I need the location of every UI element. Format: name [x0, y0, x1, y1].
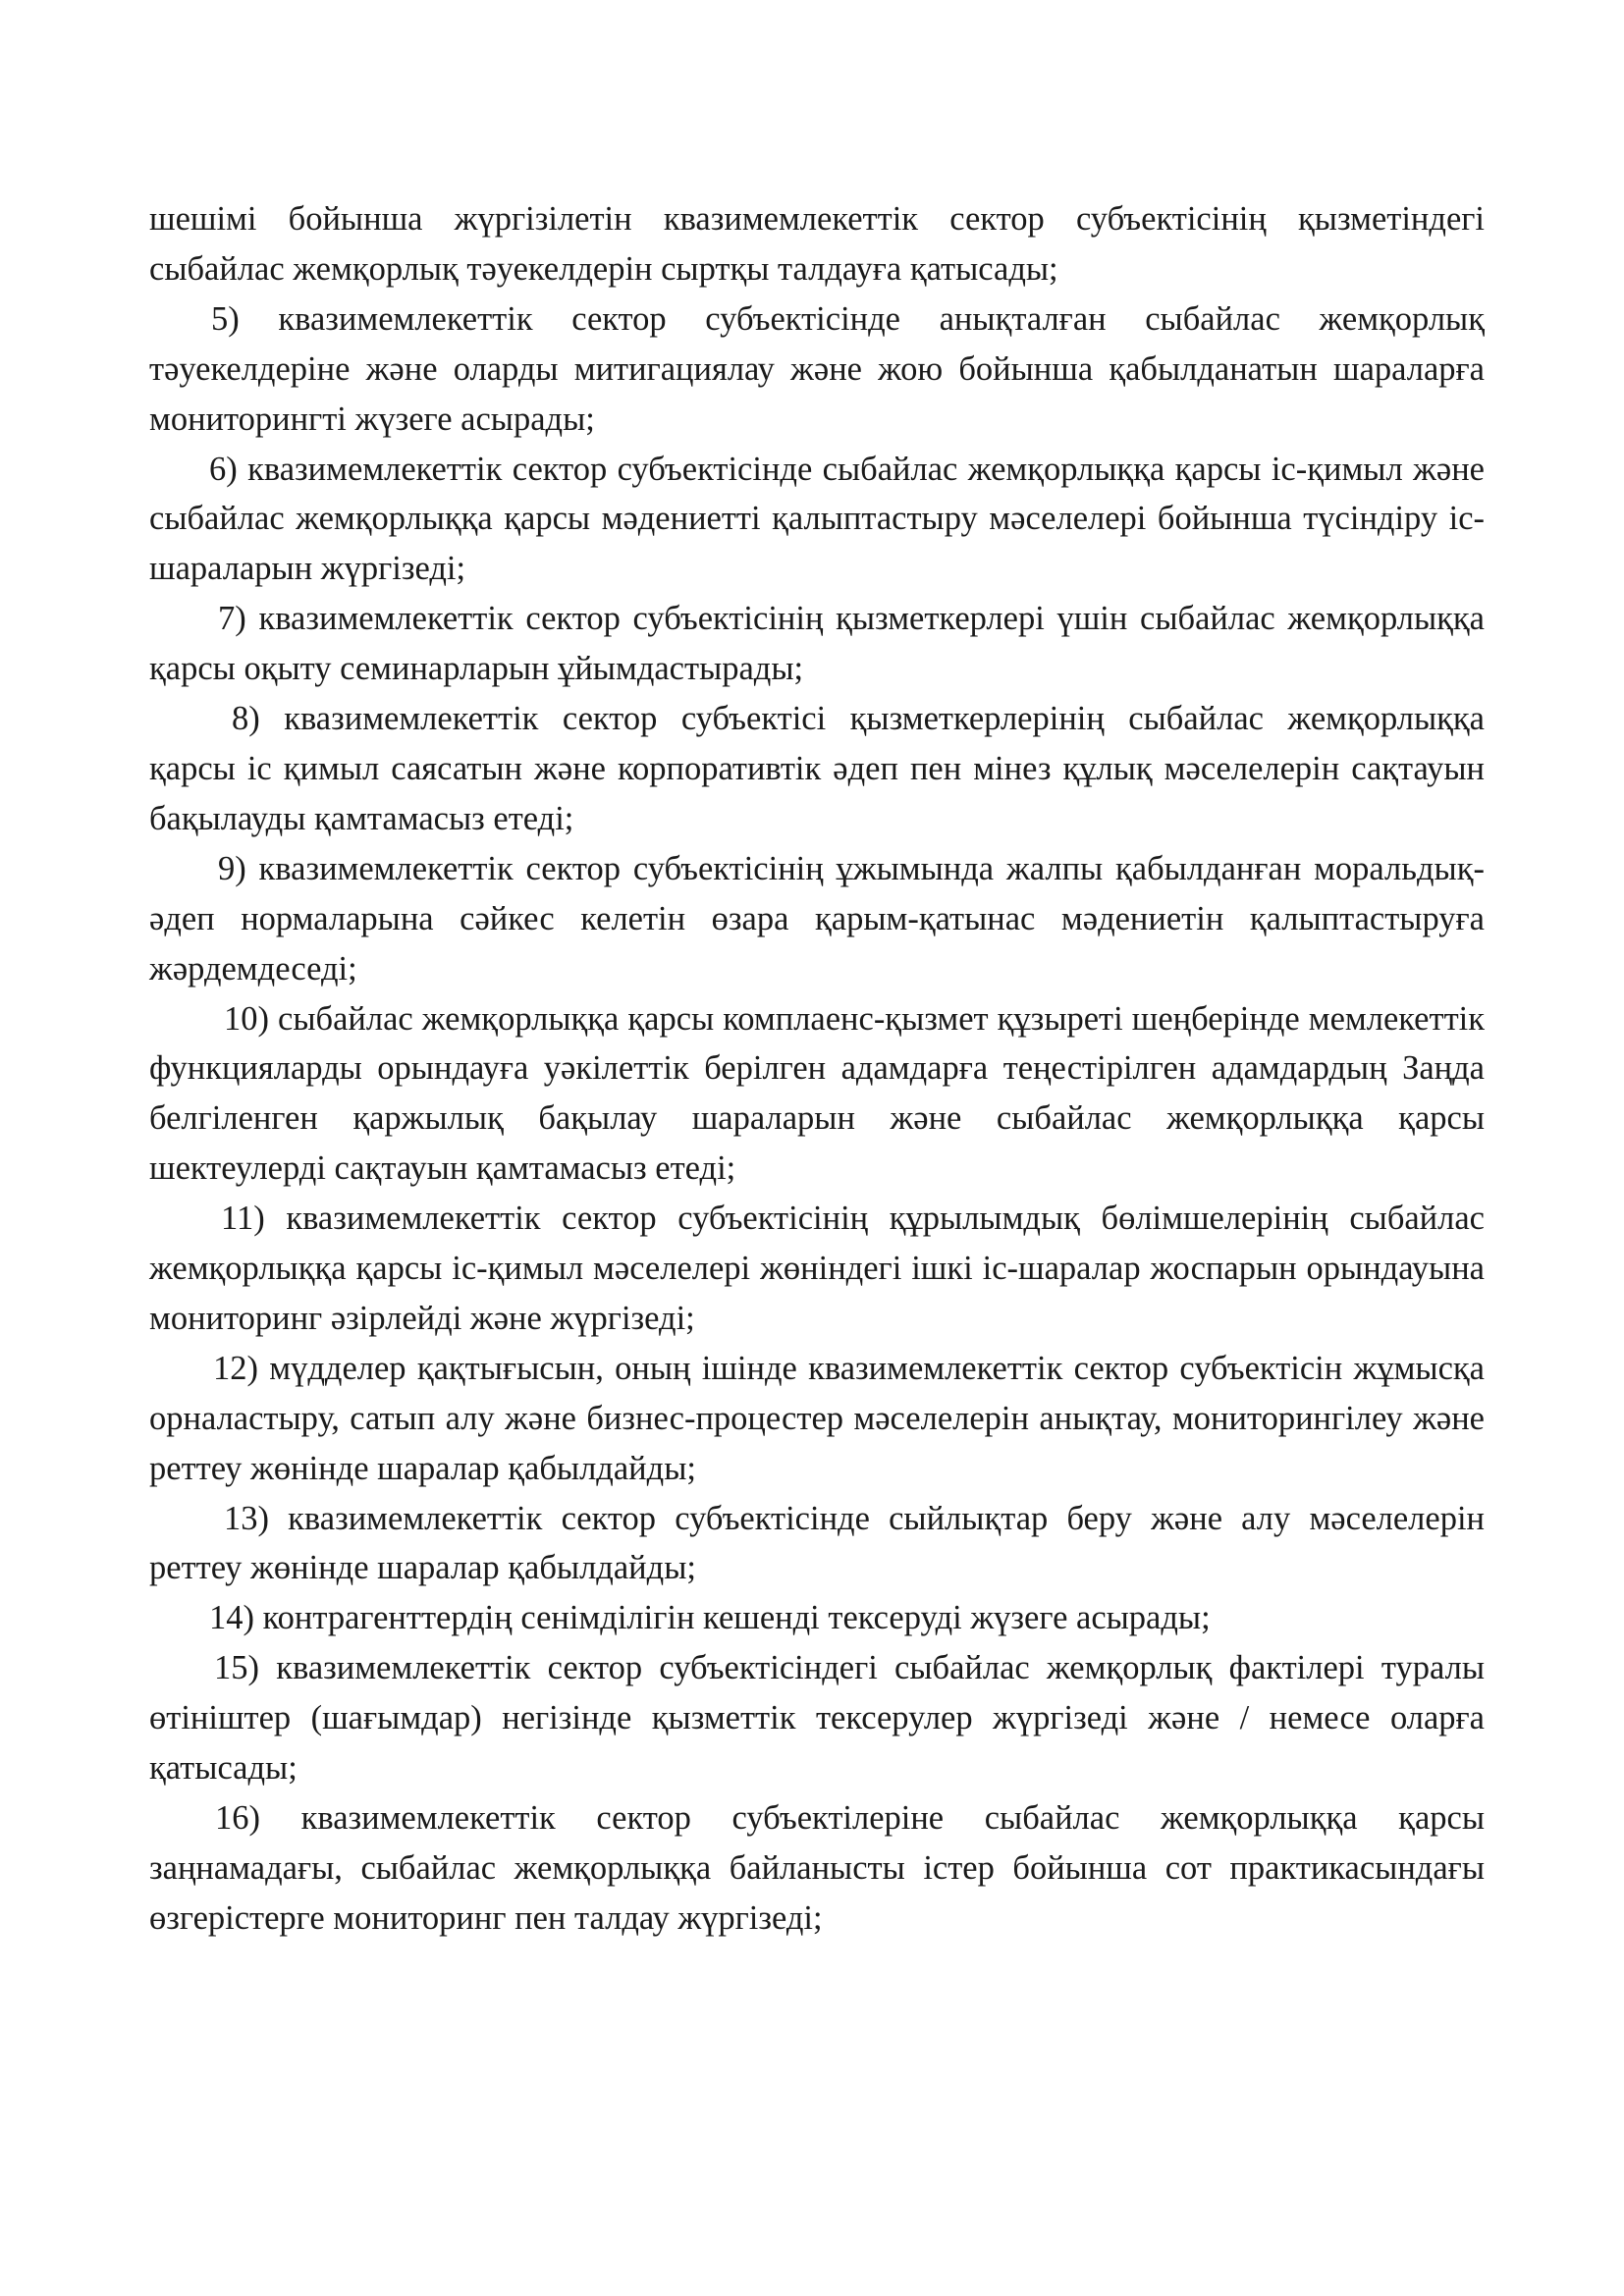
paragraph-item-11: 11) квазимемлекеттік сектор субъектісінің құрылымдық бөлімшелерінің сыбайлас жемқорлыққа қарсы іс-қимыл мәселелері жөніндегі ішкі іс-шаралар жоспарын орындауына мониторинг әзірлейді және жүргізеді;	[149, 1200, 1485, 1337]
paragraph-item-14: 14) контрагенттердің сенімділігін кешенді тексеруді жүзеге асырады;	[209, 1599, 1211, 1637]
paragraph-item-9: 9) квазимемлекеттік сектор субъектісінің ұжымында жалпы қабылданған моральдық-әдеп нормаларына сәйкес келетін өзара қарым-қатынас мәдениетін қалыптастыруға жәрдемдеседі;	[149, 849, 1485, 988]
paragraph-item-16: 16) квазимемлекеттік сектор субъектілеріне сыбайлас жемқорлыққа қарсы заңнамадағы, сыбайлас жемқорлыққа байланысты істер бойынша сот практикасындағы өзгерістерге мониторинг пен талдау жүргізеді;	[149, 1799, 1485, 1937]
paragraph-item-10: 10) сыбайлас жемқорлыққа қарсы комплаенс-қызмет құзыреті шеңберінде мемлекеттік функцияларды орындауға уәкілеттік берілген адамдарға теңестірілген адамдардың Заңда белгіленген қаржылық бақылау шараларын және сыбайлас жемқорлыққа қарсы шектеулерді сақтауын қамтамасыз етеді;	[149, 999, 1485, 1188]
paragraph-continuation: шешімі бойынша жүргізілетін квазимемлекеттік сектор субъектісінің қызметіндегі сыбайлас жемқорлық тәуекелдерін сыртқы талдауға қатысады;	[149, 200, 1485, 288]
paragraph-item-12: 12) мүдделер қақтығысын, оның ішінде квазимемлекеттік сектор субъектісін жұмысқа орналастыру, сатып алу және бизнес-процестер мәселелерін анықтау, мониторингілеу және реттеу жөнінде шаралар қабылдайды;	[149, 1349, 1485, 1487]
paragraph-item-13: 13) квазимемлекеттік сектор субъектісінде сыйлықтар беру және алу мәселелерін реттеу жөнінде шаралар қабылдайды;	[149, 1499, 1485, 1587]
paragraph-item-8: 8) квазимемлекеттік сектор субъектісі қызметкерлерінің сыбайлас жемқорлыққа қарсы іс қимыл саясатын және корпоративтік әдеп пен мінез құлық мәселелерін сақтауын бақылауды қамтамасыз етеді;	[149, 700, 1485, 837]
paragraph-item-7: 7) квазимемлекеттік сектор субъектісінің қызметкерлері үшін сыбайлас жемқорлыққа қарсы оқыту семинарларын ұйымдастырады;	[149, 600, 1485, 688]
document-page	[149, 194, 1485, 1944]
paragraph-item-15: 15) квазимемлекеттік сектор субъектісіндегі сыбайлас жемқорлық фактілері туралы өтініштер (шағымдар) негізінде қызметтік тексерулер жүргізеді және / немесе оларға қатысады;	[149, 1649, 1485, 1788]
paragraph-item-5: 5) квазимемлекеттік сектор субъектісінде анықталған сыбайлас жемқорлық тәуекелдеріне және оларды митигациялау және жою бойынша қабылданатын шараларға мониторингті жүзеге асырады;	[149, 299, 1485, 438]
paragraph-item-6: 6) квазимемлекеттік сектор субъектісінде сыбайлас жемқорлыққа қарсы іс-қимыл және сыбайлас жемқорлыққа қарсы мәдениетті қалыптастыру мәселелері бойынша түсіндіру іс-шараларын жүргізеді;	[149, 450, 1485, 588]
